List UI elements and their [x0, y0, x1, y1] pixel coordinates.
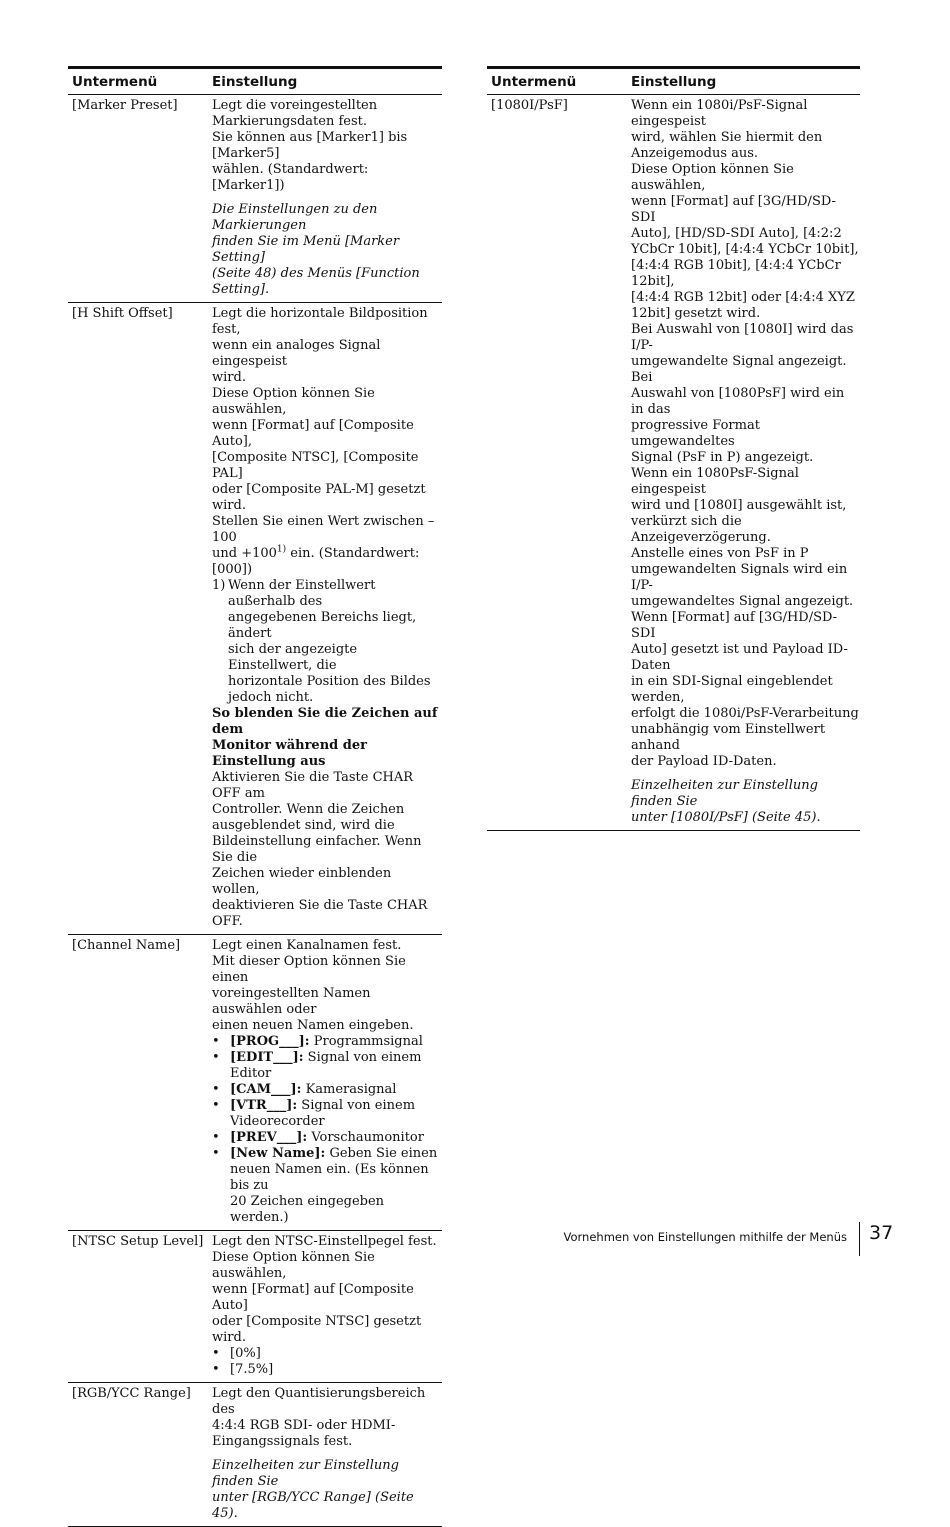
setting-description: Wenn ein 1080i/PsF-Signal eingespeist wird, wählen Sie hiermit den Anzeigemodus aus. Diese Option können Sie auswählen, wenn [Format] auf [3G/HD/SD-SDI Auto], [HD/SD-SDI Auto], [4:2:2 YCbCr 10bit], [4:4:4 YCbCr 10bit], [4:4:4 RGB 10bit], [4:4:4 YCbCr 12bit], [4:4:4 RGB 12bit] oder [4:4:4 XYZ 12bit] gesetzt wird. Bei Auswahl von [1080I] wird das I/P- umgewandelte Signal angezeigt. Bei Auswahl von [1080PsF] wird ein in das progressive Format umgewandeltes Signal (PsF in P) angezeigt. Wenn ein 1080PsF-Signal eingespeist wird und [1080I] ausgewählt ist, verkürzt sich die Anzeigeverzögerung. Anstelle eines von PsF in P umgewandelten Signals wird ein I/P- umgewandeltes Signal angezeigt. Wenn [Format] auf [3G/HD/SD-SDI Auto] gesetzt ist und Payload ID-Daten in ein SDI-Signal eingeblendet werden, erfolgt die 1080i/PsF-Verarbeitung unabhängig vom Einstellwert anhand der Payload ID-Daten. Einzelheiten zur Einstellung finden Sie unter [1080I/PsF] (Seite 45).	[627, 95, 860, 831]
left-settings-table	[68, 66, 442, 1527]
setting-description: Legt die horizontale Bildposition fest, wenn ein analoges Signal eingespeist wird. Diese Option können Sie auswählen, wenn [Format] auf [Composite Auto], [Composite NTSC], [Composite PAL] oder [Composite PAL-M] gesetzt wird. Stellen Sie einen Wert zwischen –100 und $+100^{1)}$ ein. (Standardwert: [000]) 1) Wenn der Einstellwert außerhalb des angegebenen Bereichs liegt, ändert sich der angezeigte Einstellwert, die horizontale Position des Bildes jedoch nicht. So blenden Sie die Zeichen auf dem Monitor während der Einstellung aus Aktivieren Sie die Taste CHAR OFF am Controller. Wenn die Zeichen ausgeblendet sind, wird die Bildeinstellung einfacher. Wenn Sie die Zeichen wieder einblenden wollen, deaktivieren Sie die Taste CHAR OFF.	[208, 303, 442, 935]
subheading: So blenden Sie die Zeichen auf dem Monitor während der Einstellung aus	[212, 706, 438, 769]
page-number: 37	[869, 1222, 894, 1244]
footer-divider	[859, 1222, 860, 1256]
column-header-submenu: Untermenü	[487, 68, 627, 95]
submenu-name: [Channel Name]	[68, 935, 208, 1231]
setting-description: Legt einen Kanalnamen fest. Mit dieser Option können Sie einen voreingestellten Namen auswählen oder einen neuen Namen eingeben. • [PROG___]: Programmsignal • [EDIT___]: Signal von einem Editor • [CAM___]: Kamerasignal • [VTR___]: Signal von einem Videorecorder • [PREV___]: Vorschaumonitor • [New Name]: Geben Sie einen neuen Namen ein. (Es können bis zu 20 Zeichen eingegeben werden.)	[208, 935, 442, 1231]
reference-note: Einzelheiten zur Einstellung finden Sie unter [1080I/PsF] (Seite 45).	[631, 778, 821, 825]
column-header-setting: Einstellung	[208, 68, 442, 95]
section-title: Vornehmen von Einstellungen mithilfe der Menüs	[563, 1230, 847, 1244]
table-row-rgb-ycc-range	[68, 1383, 442, 1527]
column-header-submenu: Untermenü	[68, 68, 208, 95]
footnote-ref: 1)	[276, 544, 287, 555]
column-header-setting: Einstellung	[627, 68, 860, 95]
list-item: • [VTR___]: Signal von einem Videorecorder	[212, 1098, 442, 1130]
submenu-name: [1080I/PsF]	[487, 95, 627, 831]
reference-note: Einzelheiten zur Einstellung finden Sie unter [RGB/YCC Range] (Seite 45).	[212, 1458, 414, 1521]
table-row-1080i-psf	[487, 95, 860, 831]
page-footer	[0, 1222, 950, 1256]
right-settings-table	[487, 66, 860, 831]
submenu-name: [NTSC Setup Level]	[68, 1231, 208, 1383]
setting-description: Legt den Quantisierungsbereich des 4:4:4 RGB SDI- oder HDMI- Eingangssignals fest. Einzelheiten zur Einstellung finden Sie unter [RGB/YCC Range] (Seite 45).	[208, 1383, 442, 1527]
table-row-h-shift-offset	[68, 303, 442, 935]
list-item: • [PREV___]: Vorschaumonitor	[212, 1130, 442, 1146]
ntsc-options-list	[212, 1346, 442, 1378]
table-row-marker-preset	[68, 95, 442, 303]
table-header-row	[68, 68, 442, 95]
list-item: • [0%]	[212, 1346, 442, 1362]
submenu-name: [H Shift Offset]	[68, 303, 208, 935]
list-item: • [New Name]: Geben Sie einen neuen Namen ein. (Es können bis zu 20 Zeichen eingegeben werden.)	[212, 1146, 442, 1226]
list-item: • [7.5%]	[212, 1362, 442, 1378]
setting-description: Legt die voreingestellten Markierungsdaten fest. Sie können aus [Marker1] bis [Marker5] wählen. (Standardwert: [Marker1]) Die Einstellungen zu den Markierungen finden Sie im Menü [Marker Setting] (Seite 48) des Menüs [Function Setting].	[208, 95, 442, 303]
submenu-name: [RGB/YCC Range]	[68, 1383, 208, 1527]
list-item: • [EDIT___]: Signal von einem Editor	[212, 1050, 442, 1082]
channel-options-list	[212, 1034, 442, 1226]
list-item: • [PROG___]: Programmsignal	[212, 1034, 442, 1050]
submenu-name: [Marker Preset]	[68, 95, 208, 303]
table-row-channel-name	[68, 935, 442, 1231]
list-item: • [CAM___]: Kamerasignal	[212, 1082, 442, 1098]
table-header-row	[487, 68, 860, 95]
setting-description: Legt den NTSC-Einstellpegel fest. Diese Option können Sie auswählen, wenn [Format] auf [Composite Auto] oder [Composite NTSC] gesetzt wird. • [0%] • [7.5%]	[208, 1231, 442, 1383]
reference-note: Die Einstellungen zu den Markierungen finden Sie im Menü [Marker Setting] (Seite 48) des Menüs [Function Setting].	[212, 202, 420, 297]
footnote: 1) Wenn der Einstellwert außerhalb des angegebenen Bereichs liegt, ändert sich der angezeigte Einstellwert, die horizontale Position des Bildes jedoch nicht.	[212, 578, 431, 705]
